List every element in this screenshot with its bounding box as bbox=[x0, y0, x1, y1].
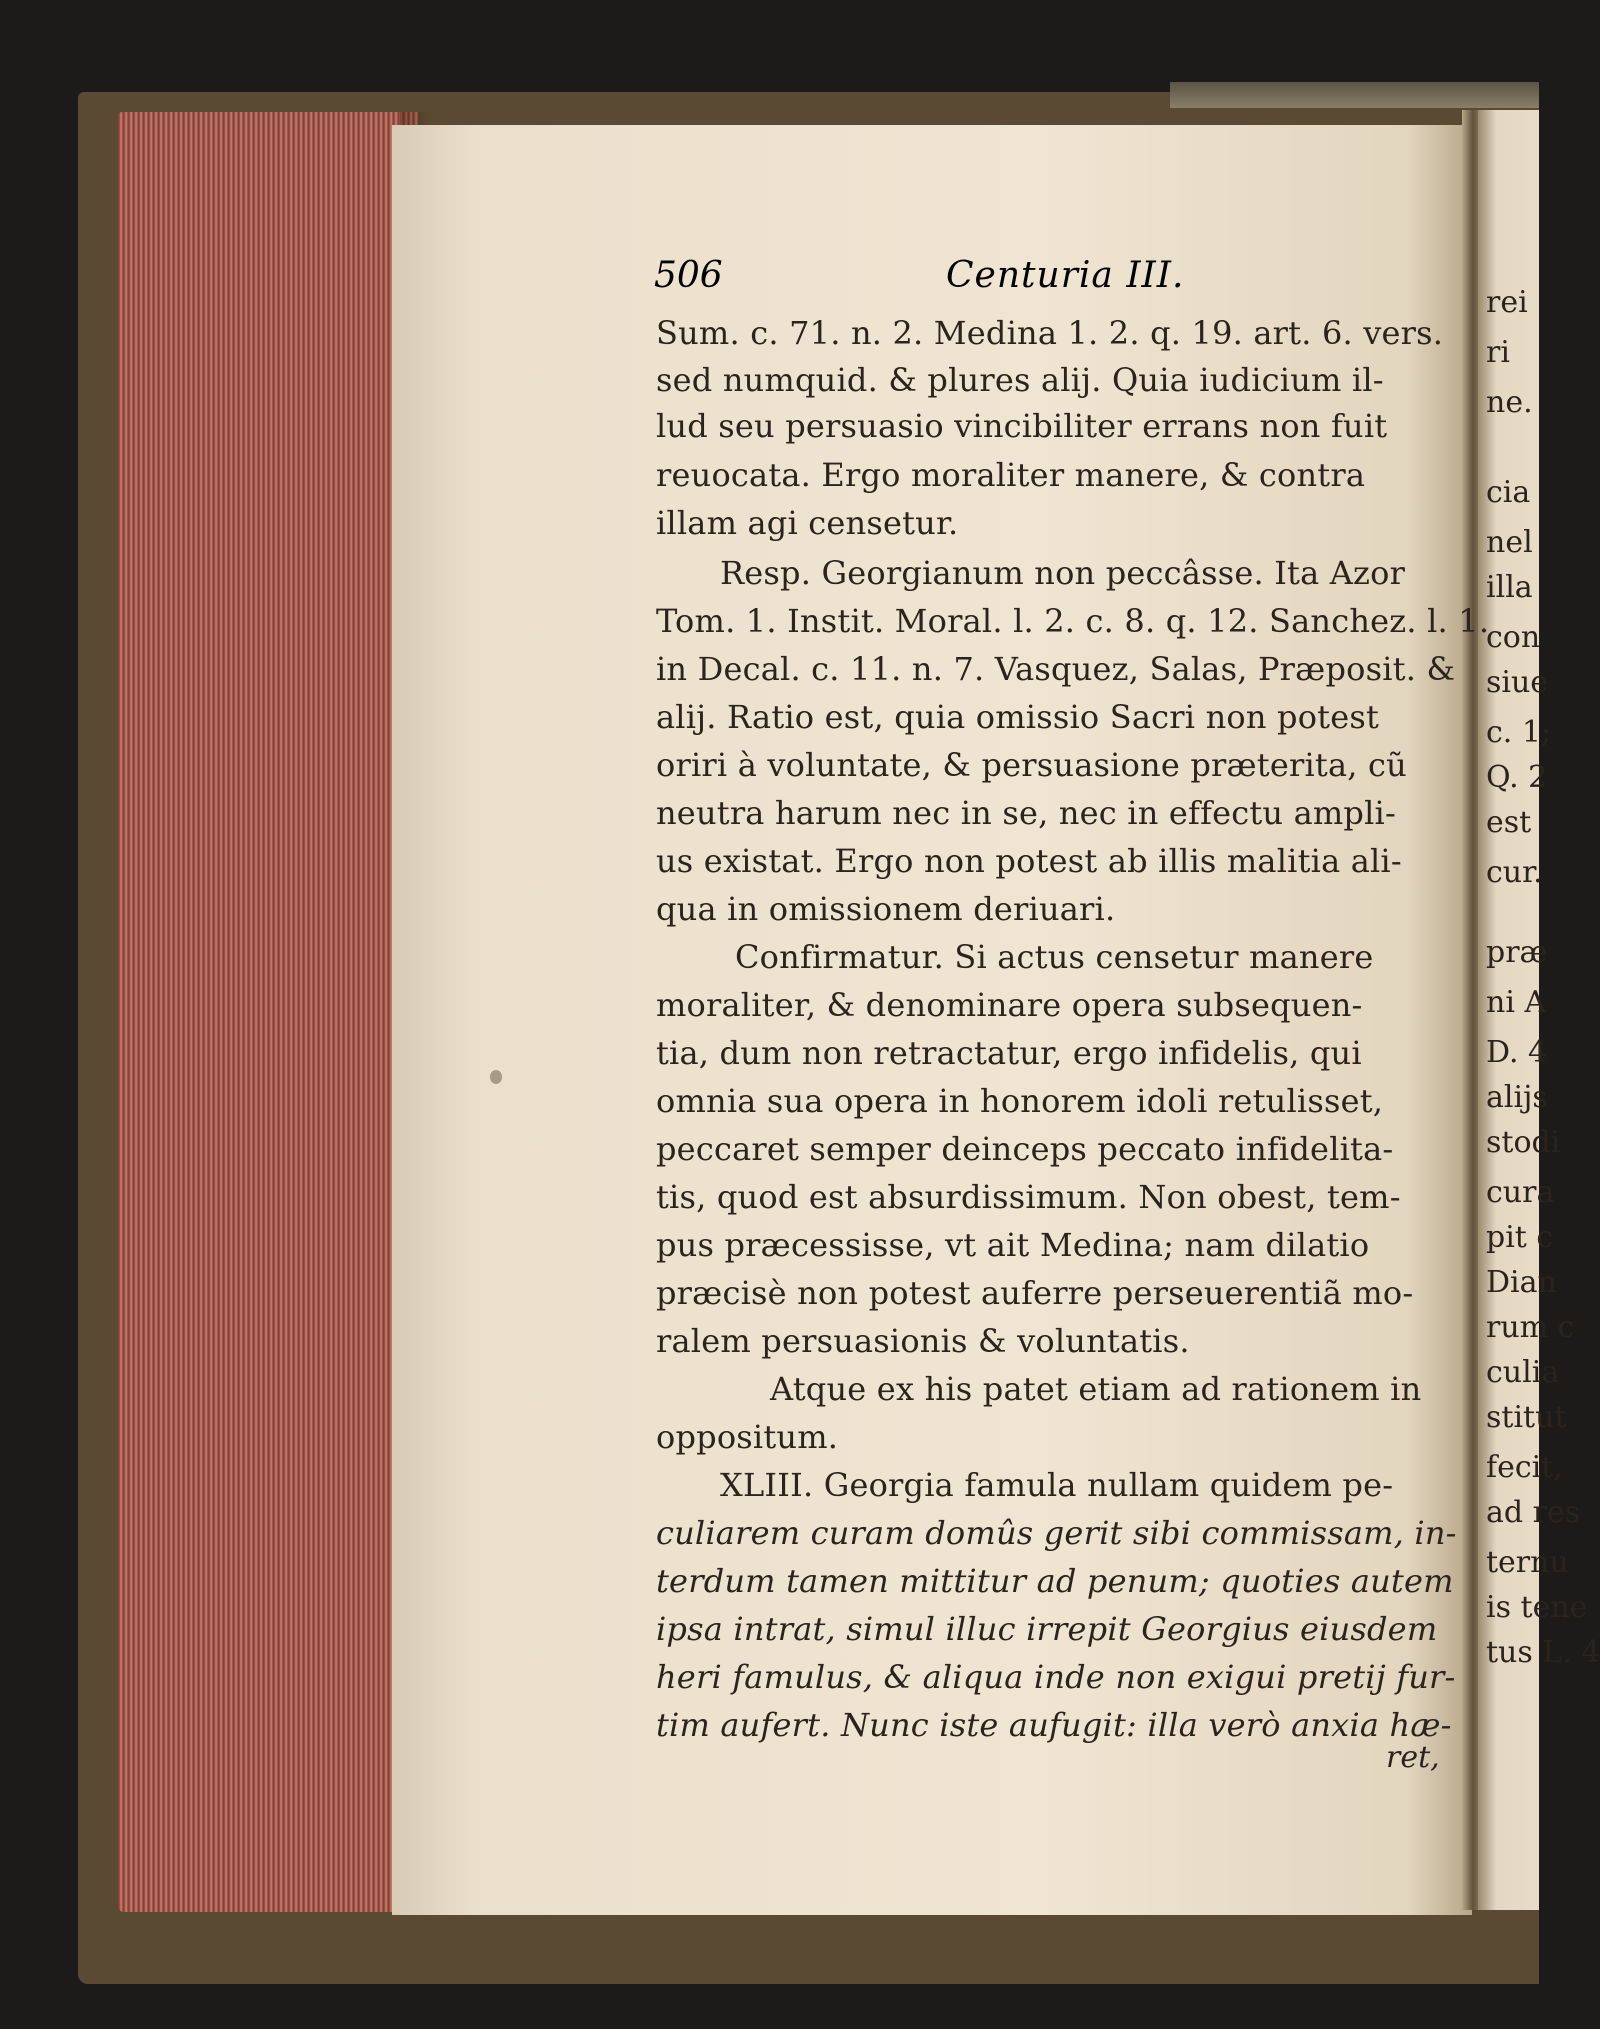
facing-page-fragment: ad res bbox=[1486, 1495, 1581, 1530]
running-head: Centuria III. bbox=[946, 255, 1185, 296]
text-line: qua in omissionem deriuari. bbox=[656, 890, 1116, 928]
facing-page-fragment: rum c bbox=[1486, 1310, 1575, 1345]
text-line: Resp. Georgianum non peccâsse. Ita Azor bbox=[720, 554, 1406, 592]
text-line: XLIII. Georgia famula nullam quidem pe- bbox=[720, 1466, 1394, 1504]
book-spine-top bbox=[1170, 82, 1539, 108]
text-line: omnia sua opera in honorem idoli retulisset, bbox=[656, 1082, 1384, 1120]
facing-page-fragment: nel bbox=[1486, 525, 1533, 560]
catchword: ret, bbox=[1386, 1740, 1440, 1775]
text-line: sed numquid. & plures alij. Quia iudicium il- bbox=[656, 361, 1384, 399]
facing-page-fragment: culia bbox=[1486, 1355, 1560, 1390]
text-line: lud seu persuasio vincibiliter errans non fuit bbox=[656, 407, 1388, 445]
facing-page-fragment: pit c bbox=[1486, 1220, 1554, 1255]
text-line: tis, quod est absurdissimum. Non obest, tem- bbox=[656, 1178, 1401, 1216]
facing-page-fragment: Dian bbox=[1486, 1265, 1557, 1300]
facing-page-fragment: cia bbox=[1486, 475, 1531, 510]
text-line: moraliter, & denominare opera subsequen- bbox=[656, 986, 1363, 1024]
text-line: Confirmatur. Si actus censetur manere bbox=[735, 938, 1374, 976]
text-line: us existat. Ergo non potest ab illis malitia ali- bbox=[656, 842, 1402, 880]
text-line: alij. Ratio est, quia omissio Sacri non potest bbox=[656, 698, 1380, 736]
facing-page-fragment: siue bbox=[1486, 665, 1549, 700]
text-line: Tom. 1. Instit. Moral. l. 2. c. 8. q. 12. Sanchez. l. 1. bbox=[656, 602, 1490, 640]
text-line: Sum. c. 71. n. 2. Medina 1. 2. q. 19. art. 6. vers. bbox=[656, 314, 1444, 352]
text-line: tim aufert. Nunc iste aufugit: illa verò anxia hæ- bbox=[656, 1706, 1452, 1744]
facing-page-fragment: alijs bbox=[1486, 1080, 1548, 1115]
text-line: præcisè non potest auferre perseuerentiã mo- bbox=[656, 1274, 1414, 1312]
facing-page-fragment: tus L. 4 bbox=[1486, 1635, 1600, 1670]
facing-page-fragment: ri bbox=[1486, 335, 1510, 370]
text-line: pus præcessisse, vt ait Medina; nam dilatio bbox=[656, 1226, 1370, 1264]
text-line: tia, dum non retractatur, ergo infidelis, qui bbox=[656, 1034, 1362, 1072]
facing-page-fragment: est bbox=[1486, 805, 1532, 840]
text-line: heri famulus, & aliqua inde non exigui pretij fur- bbox=[656, 1658, 1456, 1696]
text-line: illam agi censetur. bbox=[656, 504, 959, 542]
text-line: ipsa intrat, simul illuc irrepit Georgius eiusdem bbox=[656, 1610, 1438, 1648]
facing-page-fragment: stitut bbox=[1486, 1400, 1567, 1435]
text-line: reuocata. Ergo moraliter manere, & contra bbox=[656, 456, 1366, 494]
facing-page-fragment: fecit, bbox=[1486, 1450, 1563, 1485]
facing-page-fragment: ne. bbox=[1486, 385, 1533, 420]
page-header bbox=[654, 255, 1374, 309]
facing-page-fragment: D. 4 bbox=[1486, 1035, 1548, 1070]
text-line: culiarem curam domûs gerit sibi commissam, in- bbox=[656, 1514, 1457, 1552]
facing-page-fragment: præ bbox=[1486, 935, 1548, 970]
facing-page-fragment: c. 1; bbox=[1486, 715, 1552, 750]
text-line: neutra harum nec in se, nec in effectu ampli- bbox=[656, 794, 1396, 832]
facing-page-fragment: ternu bbox=[1486, 1545, 1569, 1580]
facing-page-fragment: cur. bbox=[1486, 855, 1543, 890]
facing-page-fragment: is tene bbox=[1486, 1590, 1588, 1625]
facing-page-fragment: stodi bbox=[1486, 1125, 1561, 1160]
text-line: Atque ex his patet etiam ad rationem in bbox=[770, 1370, 1422, 1408]
text-line: oriri à voluntate, & persuasione præterita, cũ bbox=[656, 746, 1407, 784]
facing-page-fragment: cura bbox=[1486, 1175, 1555, 1210]
facing-page-fragment: illa bbox=[1486, 570, 1533, 605]
facing-page-fragment: Q. 2 bbox=[1486, 760, 1548, 795]
text-line: ralem persuasionis & voluntatis. bbox=[656, 1322, 1190, 1360]
text-line: peccaret semper deinceps peccato infidelita- bbox=[656, 1130, 1394, 1168]
page-stain bbox=[490, 1070, 502, 1084]
facing-page-fragment: rei bbox=[1486, 285, 1528, 320]
facing-page-fragment: ni A bbox=[1486, 985, 1547, 1020]
facing-page-fragment: con bbox=[1486, 620, 1541, 655]
text-line: in Decal. c. 11. n. 7. Vasquez, Salas, Præposit. & bbox=[656, 650, 1456, 688]
page-number: 506 bbox=[654, 255, 723, 296]
text-line: oppositum. bbox=[656, 1418, 839, 1456]
text-line: terdum tamen mittitur ad penum; quoties autem bbox=[656, 1562, 1454, 1600]
page-edges bbox=[118, 112, 418, 1912]
